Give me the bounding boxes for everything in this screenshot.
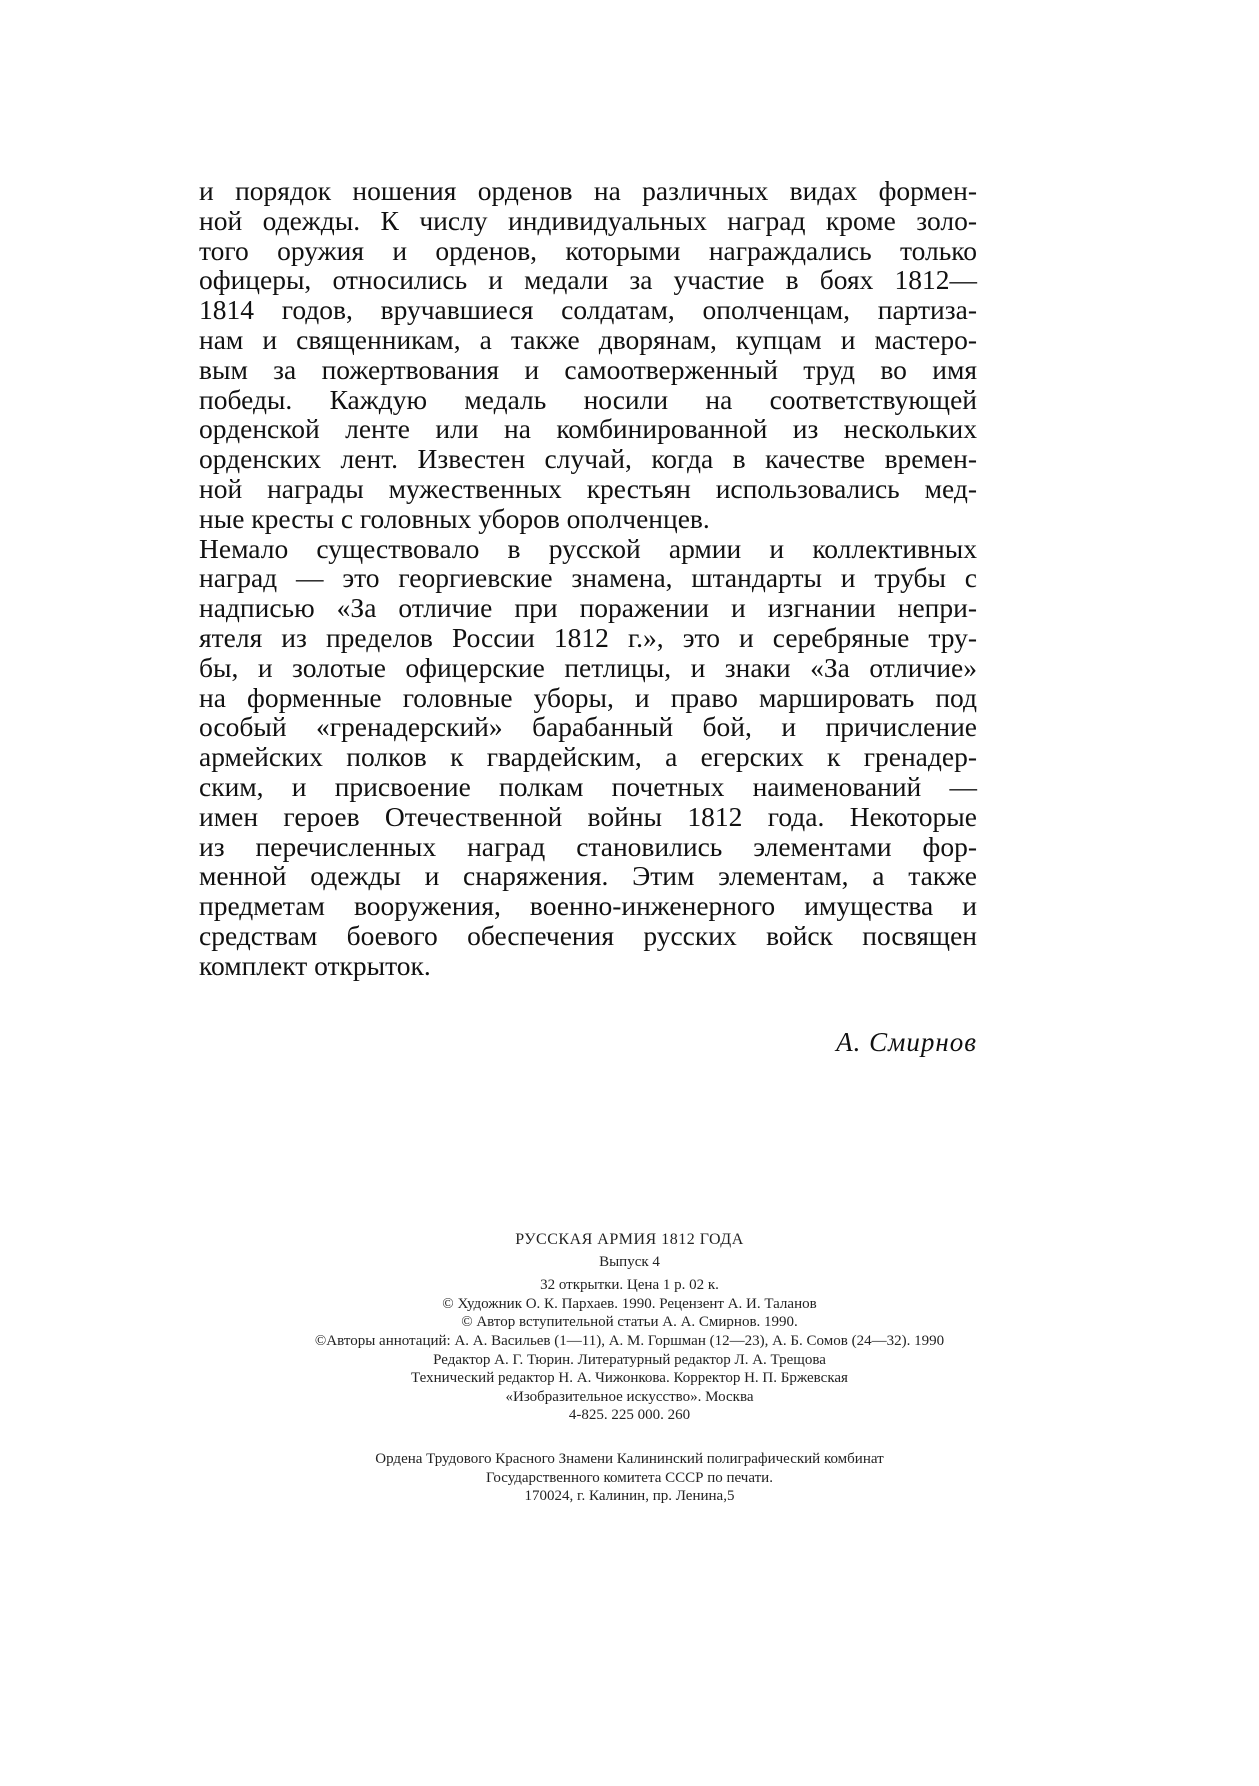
imprint-block <box>0 1231 1259 1425</box>
printer-line: Государственного комитета СССР по печати. <box>486 1469 773 1486</box>
text-line: бы, и золотые офицерские петлицы, и знаки «За отличие» <box>199 651 977 683</box>
imprint-line: © Художник О. К. Пархаев. 1990. Рецензент А. И. Таланов <box>442 1295 817 1312</box>
text-line: вым за пожертвования и самоотверженный труд во имя <box>199 353 977 385</box>
text-line: предметам вооружения, военно-инженерного имущества и <box>199 890 977 922</box>
text-line: офицеры, относились и медали за участие в боях 1812— <box>199 264 977 296</box>
text-line: того оружия и орденов, которыми награждались только <box>199 234 977 266</box>
text-line: нам и священникам, а также дворянам, купцам и мастеро- <box>199 323 977 355</box>
author-signature: А. Смирнов <box>836 1027 977 1057</box>
paragraph-2 <box>199 534 977 981</box>
text-line: ной награды мужественных крестьян использовались мед- <box>199 472 977 504</box>
text-line: ским, и присвоение полкам почетных наименований — <box>199 770 977 802</box>
printer-line: Ордена Трудового Красного Знамени Калининский полиграфический комбинат <box>375 1451 884 1467</box>
text-line: имен героев Отечественной войны 1812 года. Некоторые <box>199 800 977 832</box>
imprint-line: 4-825. 225 000. 260 <box>568 1407 691 1424</box>
article-body <box>199 176 977 981</box>
imprint-line: «Изобразительное искусство». Москва <box>505 1388 754 1405</box>
printer-line: 170024, г. Калинин, пр. Ленина,5 <box>524 1488 735 1505</box>
printer-block <box>0 1450 1259 1506</box>
text-line: наград — это георгиевские знамена, штандарты и трубы с <box>199 562 977 594</box>
text-line: ные кресты с головных уборов ополченцев. <box>199 502 710 534</box>
text-line: ятеля из пределов России 1812 г.», это и серебряные тру- <box>199 621 977 653</box>
text-line: армейских полков к гвардейским, а егерских к гренадер- <box>199 741 977 773</box>
issue-number: Выпуск 4 <box>599 1253 660 1270</box>
text-line: орденских лент. Известен случай, когда в качестве времен- <box>199 443 977 475</box>
text-line: особый «гренадерский» барабанный бой, и причисление <box>199 711 977 743</box>
imprint-line: © Автор вступительной статьи А. А. Смирнов. 1990. <box>461 1314 798 1331</box>
text-line: надписью «За отличие при поражении и изгнании непри- <box>199 592 977 624</box>
text-line: средствам боевого обеспечения русских войск посвящен <box>199 919 977 951</box>
text-line: 1814 годов, вручавшиеся солдатам, ополченцам, партиза- <box>199 294 977 326</box>
text-line: Немало существовало в русской армии и коллективных <box>199 532 977 564</box>
paragraph-1 <box>199 176 977 534</box>
imprint-line: Технический редактор Н. А. Чижонкова. Корректор Н. П. Бржевская <box>411 1370 848 1387</box>
series-title: РУССКАЯ АРМИЯ 1812 ГОДА <box>515 1231 744 1248</box>
text-line: на форменные головные уборы, и право маршировать под <box>199 681 977 713</box>
text-line: из перечисленных наград становились элементами фор- <box>199 830 977 862</box>
imprint-line: Редактор А. Г. Тюрин. Литературный редактор Л. А. Трещова <box>433 1351 826 1368</box>
text-line: ной одежды. К числу индивидуальных наград кроме золо- <box>199 204 977 236</box>
imprint-line: 32 открытки. Цена 1 р. 02 к. <box>540 1277 719 1294</box>
text-line: комплект открыток. <box>199 949 431 981</box>
text-line: победы. Каждую медаль носили на соответствующей <box>199 383 977 415</box>
text-line: и порядок ношения орденов на различных видах формен- <box>199 175 977 206</box>
text-line: орденской ленте или на комбинированной из нескольких <box>199 413 977 445</box>
text-line: менной одежды и снаряжения. Этим элементам, а также <box>199 860 977 892</box>
imprint-line: ©Авторы аннотаций: А. А. Васильев (1—11), А. М. Горшман (12—23), А. Б. Сомов (24—32). 1990 <box>314 1332 945 1349</box>
